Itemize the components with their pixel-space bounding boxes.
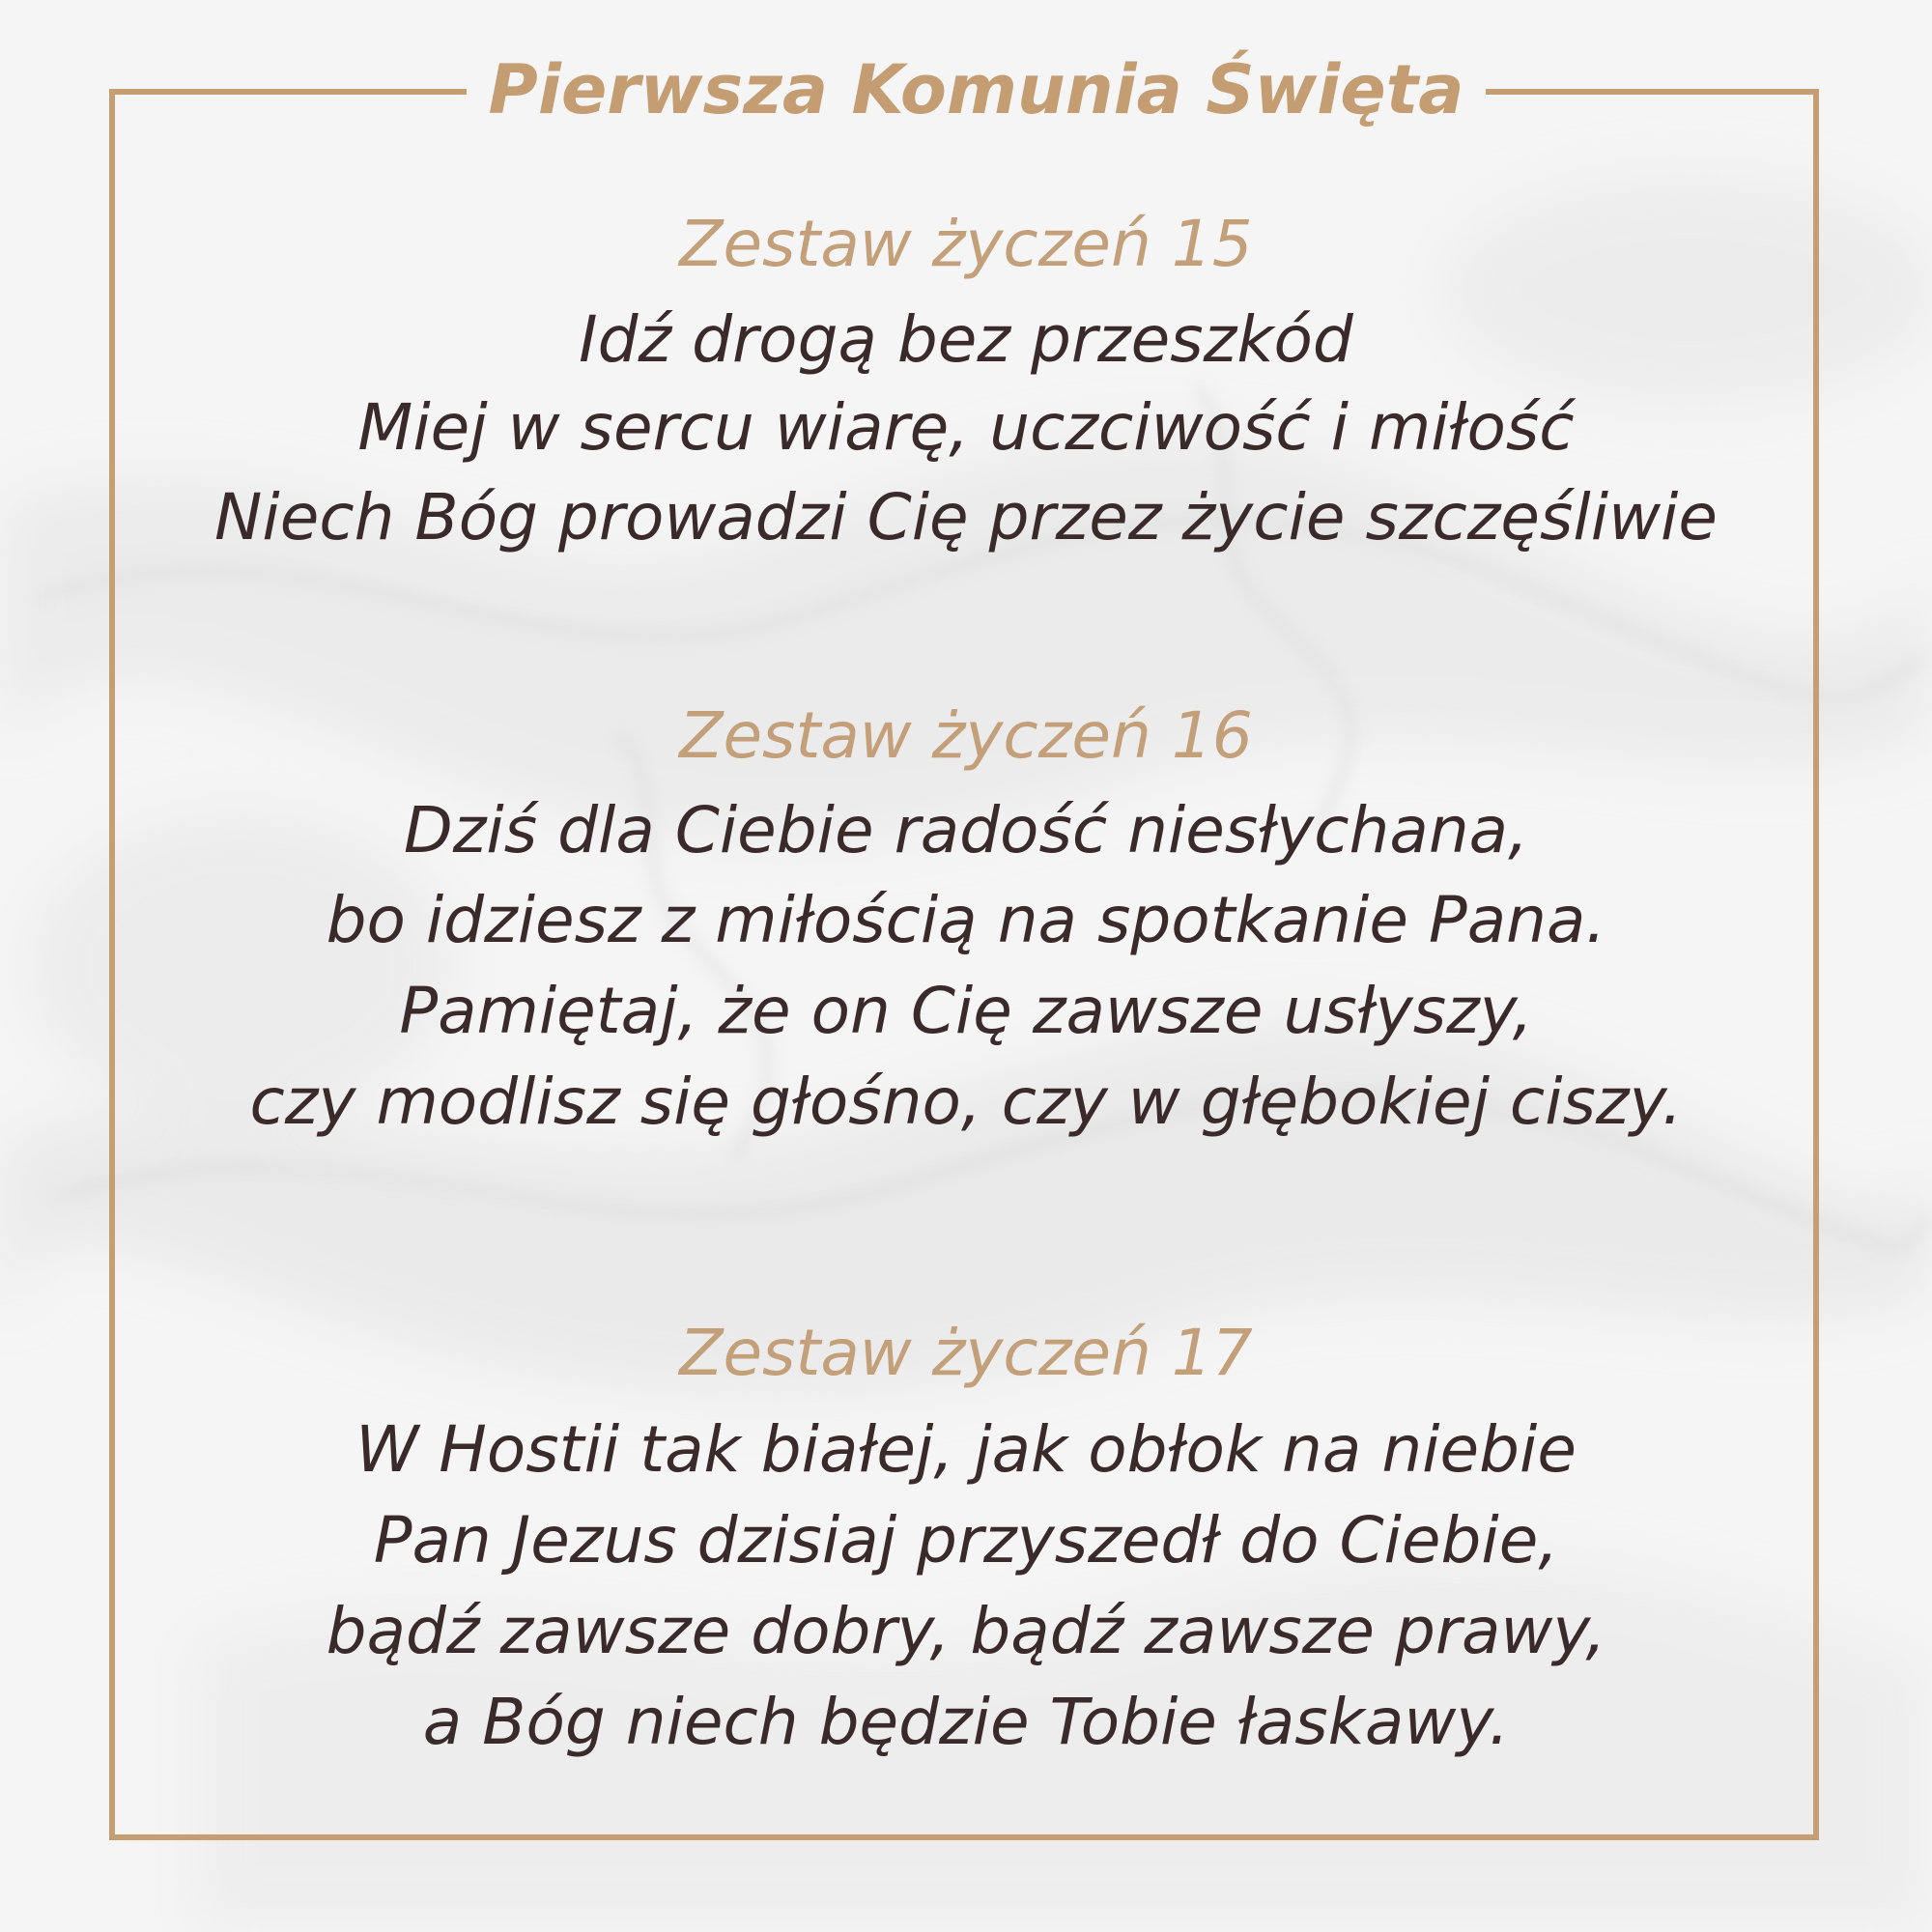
verse-line: bądź zawsze dobry, bądź zawsze prawy, (326, 1594, 1606, 1668)
set-heading-15: Zestaw życzeń 15 (679, 207, 1253, 281)
verse-line: a Bóg niech będzie Tobie łaskawy. (422, 1685, 1510, 1759)
frame-top-right-line (1486, 89, 1819, 95)
set-heading-16: Zestaw życzeń 16 (679, 698, 1253, 773)
verse-line: czy modlisz się głośno, czy w głębokiej ciszy. (249, 1065, 1683, 1139)
verse-line: bo idziesz z miłością na spotkanie Pana. (326, 883, 1606, 957)
verse-line: Niech Bóg prowadzi Cię przez życie szczęśliwie (214, 480, 1718, 554)
verse-line: Pamiętaj, że on Cię zawsze usłyszy, (399, 974, 1533, 1048)
verse-line: Pan Jezus dzisiaj przyszedł do Ciebie, (373, 1503, 1559, 1577)
verse-line: W Hostii tak białej, jak obłok na niebie (355, 1412, 1577, 1487)
frame-top-left-line (109, 89, 467, 95)
verse-line: Dziś dla Ciebie radość niesłychana, (403, 793, 1529, 867)
verse-line: Idź drogą bez przeszkód (579, 302, 1353, 377)
page-title: Pierwsza Komunia Święta (488, 50, 1464, 129)
set-heading-17: Zestaw życzeń 17 (679, 1316, 1253, 1390)
verse-line: Miej w sercu wiarę, uczciwość i miłość (357, 390, 1575, 465)
